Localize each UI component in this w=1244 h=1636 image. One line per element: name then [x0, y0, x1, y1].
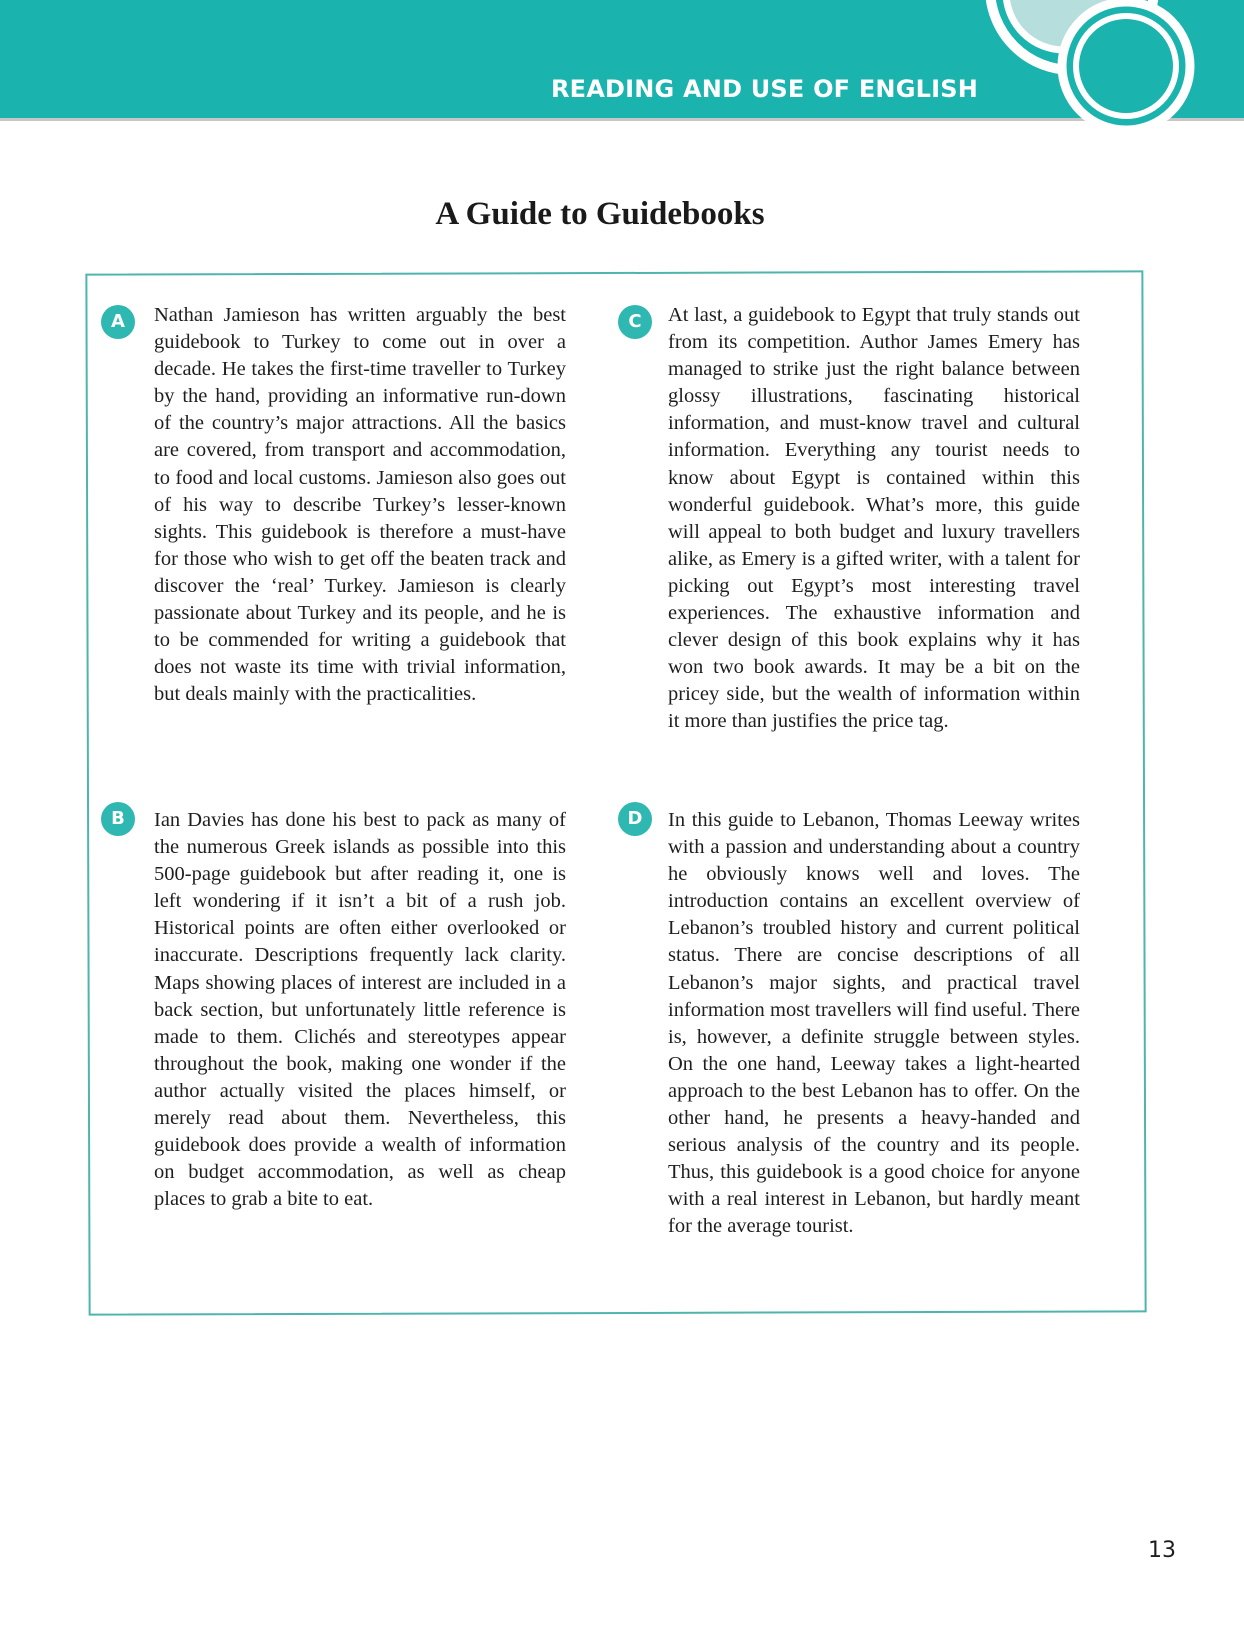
- review-c: [668, 302, 1080, 736]
- badge-c: C: [618, 305, 652, 339]
- badge-b: B: [101, 802, 135, 836]
- review-b-text: Ian Davies has done his best to pack as many of the numerous Greek islands as possible into this 500-page guidebook but after reading it, one is left wondering if it isn’t a bit of a rush job. Historical points are often either overlooked or inaccurate. Descriptions frequently lack clarity. Maps showing places of interest are included in a back section, but unfortunately little reference is made to them. Clichés and stereotypes appear throughout the book, making one wonder if the author actually visited the places himself, or merely read about them. Nevertheless, this guidebook does provide a wealth of information on budget accommodation, as well as cheap places to grab a bite to eat.: [154, 809, 566, 1211]
- page-number: 13: [1148, 1538, 1176, 1563]
- badge-d: D: [618, 802, 652, 836]
- page-title: A Guide to Guidebooks: [435, 196, 765, 232]
- badge-a: A: [101, 305, 135, 339]
- section-label: READING AND USE OF ENGLISH: [550, 75, 978, 103]
- review-a: [154, 302, 566, 708]
- review-c-text: At last, a guidebook to Egypt that truly stands out from its competition. Author James Emery has managed to strike just the right balance between glossy illustrations, fascinating historical information, and must-know travel and cultural information. Everything any tourist needs to know about Egypt is contained within this wonderful guidebook. What’s more, this guide will appeal to both budget and luxury travellers alike, as Emery is a gifted writer, with a talent for picking out Egypt’s most interesting travel experiences. The exhaustive information and clever design of this book explains why it has won two book awards. It may be a bit on the pricey side, but the wealth of information within it more than justifies the price tag.: [668, 304, 1080, 733]
- circles-decoration-icon: [980, 0, 1244, 140]
- review-d: [668, 807, 1080, 1241]
- review-d-text: In this guide to Lebanon, Thomas Leeway writes with a passion and understanding about a country he obviously knows well and loves. The introduction contains an excellent overview of Lebanon’s troubled history and current political status. There are concise descriptions of all Lebanon’s major sights, and practical travel information most travellers will find useful. There is, however, a definite struggle between styles. On the one hand, Leeway takes a light-hearted approach to the best Lebanon has to offer. On the other hand, he presents a heavy-handed and serious analysis of the country and its people. Thus, this guidebook is a good choice for anyone with a real interest in Lebanon, but hardly meant for the average tourist.: [668, 809, 1080, 1238]
- review-b: [154, 807, 566, 1213]
- review-a-text: Nathan Jamieson has written arguably the best guidebook to Turkey to come out in over a decade. He takes the first-time traveller to Turkey by the hand, providing an informative run-down of the country’s major attractions. All the basics are covered, from transport and accommodation, to food and local customs. Jamieson also goes out of his way to describe Turkey’s lesser-known sights. This guidebook is therefore a must-have for those who wish to get off the beaten track and discover the ‘real’ Turkey. Jamieson is clearly passionate about Turkey and its people, and he is to be commended for writing a guidebook that does not waste its time with trivial information, but deals mainly with the practicalities.: [154, 304, 566, 706]
